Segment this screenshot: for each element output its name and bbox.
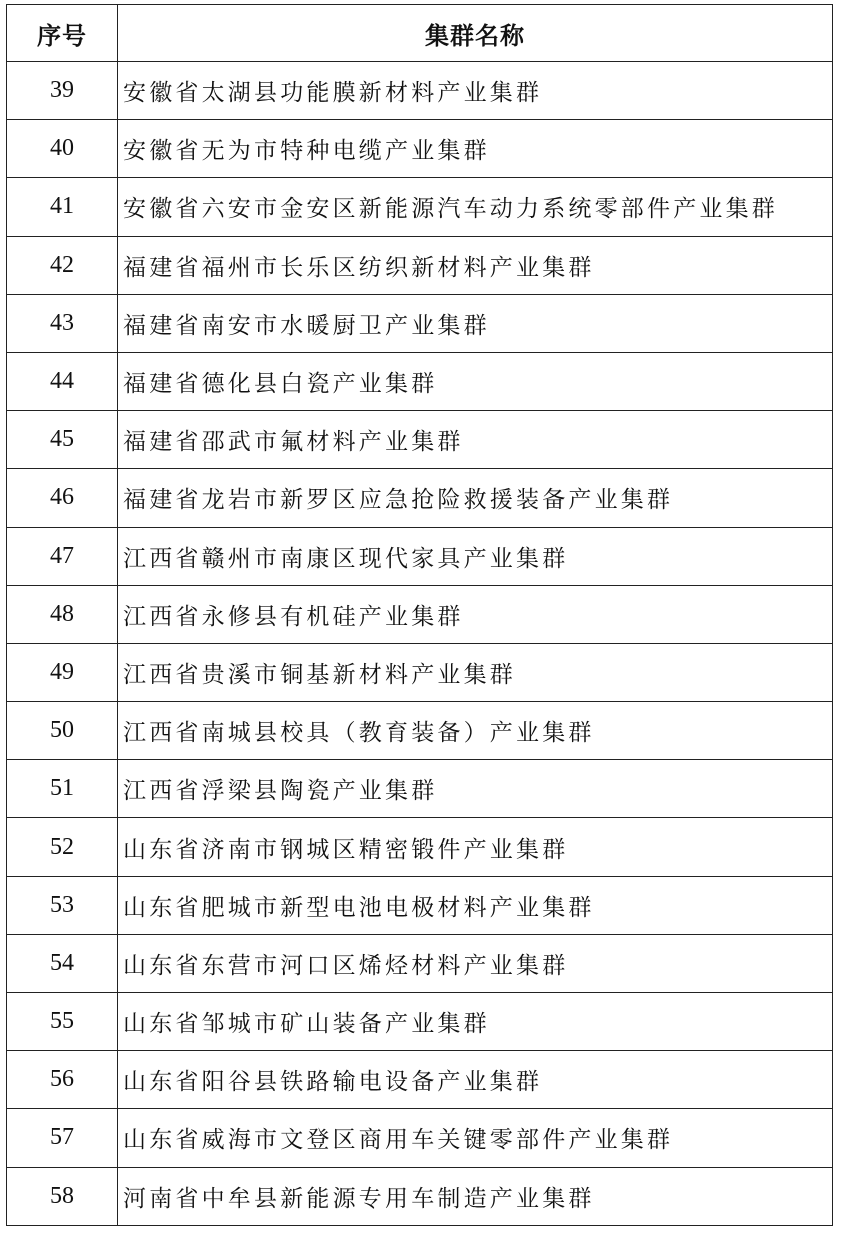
row-cluster-name: 山东省济南市钢城区精密锻件产业集群 (118, 818, 833, 876)
table-row (7, 178, 833, 236)
table-row (7, 294, 833, 352)
row-cluster-name: 山东省威海市文登区商用车关键零部件产业集群 (118, 1109, 833, 1167)
row-number: 43 (7, 294, 118, 352)
row-number: 52 (7, 818, 118, 876)
row-number: 45 (7, 411, 118, 469)
header-row (7, 5, 833, 62)
row-cluster-name: 山东省阳谷县铁路输电设备产业集群 (118, 1051, 833, 1109)
table-row (7, 993, 833, 1051)
row-cluster-name: 山东省邹城市矿山装备产业集群 (118, 993, 833, 1051)
row-cluster-name: 江西省永修县有机硅产业集群 (118, 585, 833, 643)
row-cluster-name: 山东省肥城市新型电池电极材料产业集群 (118, 876, 833, 934)
table-row (7, 702, 833, 760)
table-row (7, 352, 833, 410)
row-number: 55 (7, 993, 118, 1051)
table-row (7, 818, 833, 876)
row-number: 48 (7, 585, 118, 643)
table-row (7, 643, 833, 701)
table-row (7, 934, 833, 992)
table-row (7, 236, 833, 294)
row-number: 53 (7, 876, 118, 934)
row-cluster-name: 江西省贵溪市铜基新材料产业集群 (118, 643, 833, 701)
row-number: 49 (7, 643, 118, 701)
row-cluster-name: 福建省福州市长乐区纺织新材料产业集群 (118, 236, 833, 294)
row-number: 46 (7, 469, 118, 527)
table-row (7, 527, 833, 585)
row-number: 57 (7, 1109, 118, 1167)
row-number: 50 (7, 702, 118, 760)
table-row (7, 1109, 833, 1167)
row-number: 39 (7, 62, 118, 120)
row-cluster-name: 福建省南安市水暖厨卫产业集群 (118, 294, 833, 352)
row-number: 44 (7, 352, 118, 410)
row-cluster-name: 福建省德化县白瓷产业集群 (118, 352, 833, 410)
table-row (7, 62, 833, 120)
table-row (7, 469, 833, 527)
row-number: 41 (7, 178, 118, 236)
row-number: 42 (7, 236, 118, 294)
row-cluster-name: 山东省东营市河口区烯烃材料产业集群 (118, 934, 833, 992)
row-cluster-name: 安徽省六安市金安区新能源汽车动力系统零部件产业集群 (118, 178, 833, 236)
table-row (7, 760, 833, 818)
row-number: 47 (7, 527, 118, 585)
table-row (7, 411, 833, 469)
row-cluster-name: 河南省中牟县新能源专用车制造产业集群 (118, 1167, 833, 1225)
row-number: 56 (7, 1051, 118, 1109)
header-number: 序号 (7, 5, 118, 62)
table-row (7, 585, 833, 643)
table-row (7, 876, 833, 934)
cluster-table-container (6, 4, 832, 1226)
table-row (7, 1051, 833, 1109)
row-cluster-name: 江西省赣州市南康区现代家具产业集群 (118, 527, 833, 585)
row-number: 40 (7, 120, 118, 178)
row-cluster-name: 福建省邵武市氟材料产业集群 (118, 411, 833, 469)
row-number: 58 (7, 1167, 118, 1225)
row-cluster-name: 安徽省无为市特种电缆产业集群 (118, 120, 833, 178)
row-cluster-name: 江西省浮梁县陶瓷产业集群 (118, 760, 833, 818)
table-header (7, 5, 833, 62)
row-cluster-name: 福建省龙岩市新罗区应急抢险救援装备产业集群 (118, 469, 833, 527)
header-cluster-name: 集群名称 (118, 5, 833, 62)
table-row (7, 120, 833, 178)
table-row (7, 1167, 833, 1225)
cluster-table (6, 4, 833, 1226)
row-cluster-name: 安徽省太湖县功能膜新材料产业集群 (118, 62, 833, 120)
table-body (7, 62, 833, 1226)
row-cluster-name: 江西省南城县校具（教育装备）产业集群 (118, 702, 833, 760)
row-number: 51 (7, 760, 118, 818)
row-number: 54 (7, 934, 118, 992)
